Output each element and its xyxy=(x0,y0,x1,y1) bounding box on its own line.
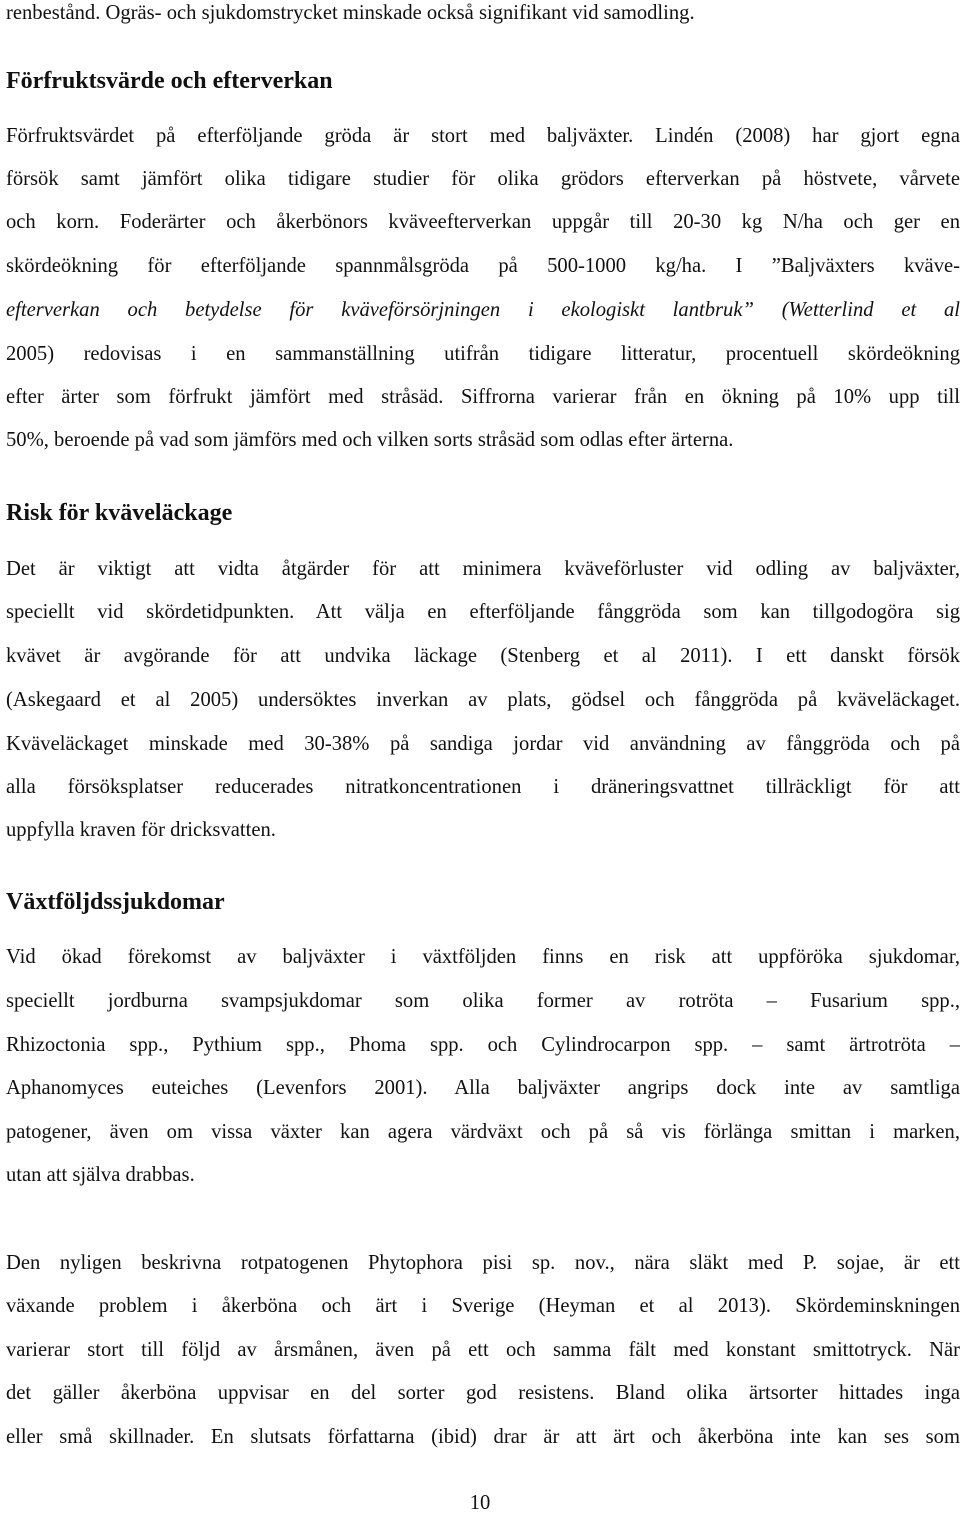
paragraph-line: Aphanomyces euteiches (Levenfors 2001). Alla baljväxter angrips dock inte av samtliga xyxy=(6,1077,960,1099)
paragraph-line: och korn. Foderärter och åkerbönors kväveefterverkan uppgår till 20-30 kg N/ha och ger en xyxy=(6,211,960,233)
paragraph-line: Förfruktsvärdet på efterföljande gröda är stort med baljväxter. Lindén (2008) har gjort egna xyxy=(6,125,960,147)
paragraph-line: efterverkan och betydelse för kväveförsörjningen i ekologiskt lantbruk” (Wetterlind et al xyxy=(6,299,960,321)
paragraph-line: växande problem i åkerböna och ärt i Sverige (Heyman et al 2013). Skördeminskningen xyxy=(6,1295,960,1317)
paragraph-line: Den nyligen beskrivna rotpatogenen Phytophora pisi sp. nov., nära släkt med P. sojae, är ett xyxy=(6,1252,960,1274)
intro-line: renbestånd. Ogräs- och sjukdomstrycket minskade också signifikant vid samodling. xyxy=(6,2,695,24)
paragraph-line: Det är viktigt att vidta åtgärder för att minimera kväveförluster vid odling av baljväxter, xyxy=(6,558,960,580)
paragraph-line: patogener, även om vissa växter kan agera värdväxt och på så vis förlänga smittan i marken, xyxy=(6,1121,960,1143)
paragraph-line: Vid ökad förekomst av baljväxter i växtföljden finns en risk att uppföröka sjukdomar, xyxy=(6,946,960,968)
paragraph-line: Rhizoctonia spp., Pythium spp., Phoma spp. och Cylindrocarpon spp. – samt ärtrotröta – xyxy=(6,1034,960,1056)
paragraph-line: uppfylla kraven för dricksvatten. xyxy=(6,819,276,841)
paragraph-line: utan att själva drabbas. xyxy=(6,1164,195,1186)
paragraph-line: skördeökning för efterföljande spannmålsgröda på 500-1000 kg/ha. I ”Baljväxters kväve- xyxy=(6,255,960,277)
paragraph-line: försök samt jämfört olika tidigare studier för olika grödors efterverkan på höstvete, vårvete xyxy=(6,168,960,190)
heading-vaxtfoljdssjukdomar: Växtföljdssjukdomar xyxy=(6,889,225,915)
paragraph-line: efter ärter som förfrukt jämfört med stråsäd. Siffrorna varierar från en ökning på 10% upp till xyxy=(6,386,960,408)
paragraph-line: speciellt jordburna svampsjukdomar som olika former av rotröta – Fusarium spp., xyxy=(6,990,960,1012)
paragraph-line: 50%, beroende på vad som jämförs med och vilken sorts stråsäd som odlas efter ärterna. xyxy=(6,429,734,451)
paragraph-line: speciellt vid skördetidpunkten. Att välja en efterföljande fånggröda som kan tillgodogöra sig xyxy=(6,601,960,623)
heading-forfruktsvarde: Förfruktsvärde och efterverkan xyxy=(6,68,333,94)
paragraph-line: (Askegaard et al 2005) undersöktes inverkan av plats, gödsel och fånggröda på kväveläckaget. xyxy=(6,689,960,711)
paragraph-line: varierar stort till följd av årsmånen, även på ett och samma fält med konstant smittotryck. När xyxy=(6,1339,960,1361)
paragraph-line: Kväveläckaget minskade med 30-38% på sandiga jordar vid användning av fånggröda och på xyxy=(6,733,960,755)
paragraph-line: eller små skillnader. En slutsats författarna (ibid) drar är att ärt och åkerböna inte kan ses som xyxy=(6,1426,960,1448)
page-number: 10 xyxy=(469,1492,491,1514)
paragraph-line: kvävet är avgörande för att undvika läckage (Stenberg et al 2011). I ett danskt försök xyxy=(6,645,960,667)
paragraph-line: 2005) redovisas i en sammanställning utifrån tidigare litteratur, procentuell skördeökning xyxy=(6,343,960,365)
heading-risk-kvavelackage: Risk för kväveläckage xyxy=(6,500,233,526)
paragraph-line: det gäller åkerböna uppvisar en del sorter god resistens. Bland olika ärtsorter hittades inga xyxy=(6,1382,960,1404)
paragraph-line: alla försöksplatser reducerades nitratkoncentrationen i dräneringsvattnet tillräckligt för att xyxy=(6,776,960,798)
